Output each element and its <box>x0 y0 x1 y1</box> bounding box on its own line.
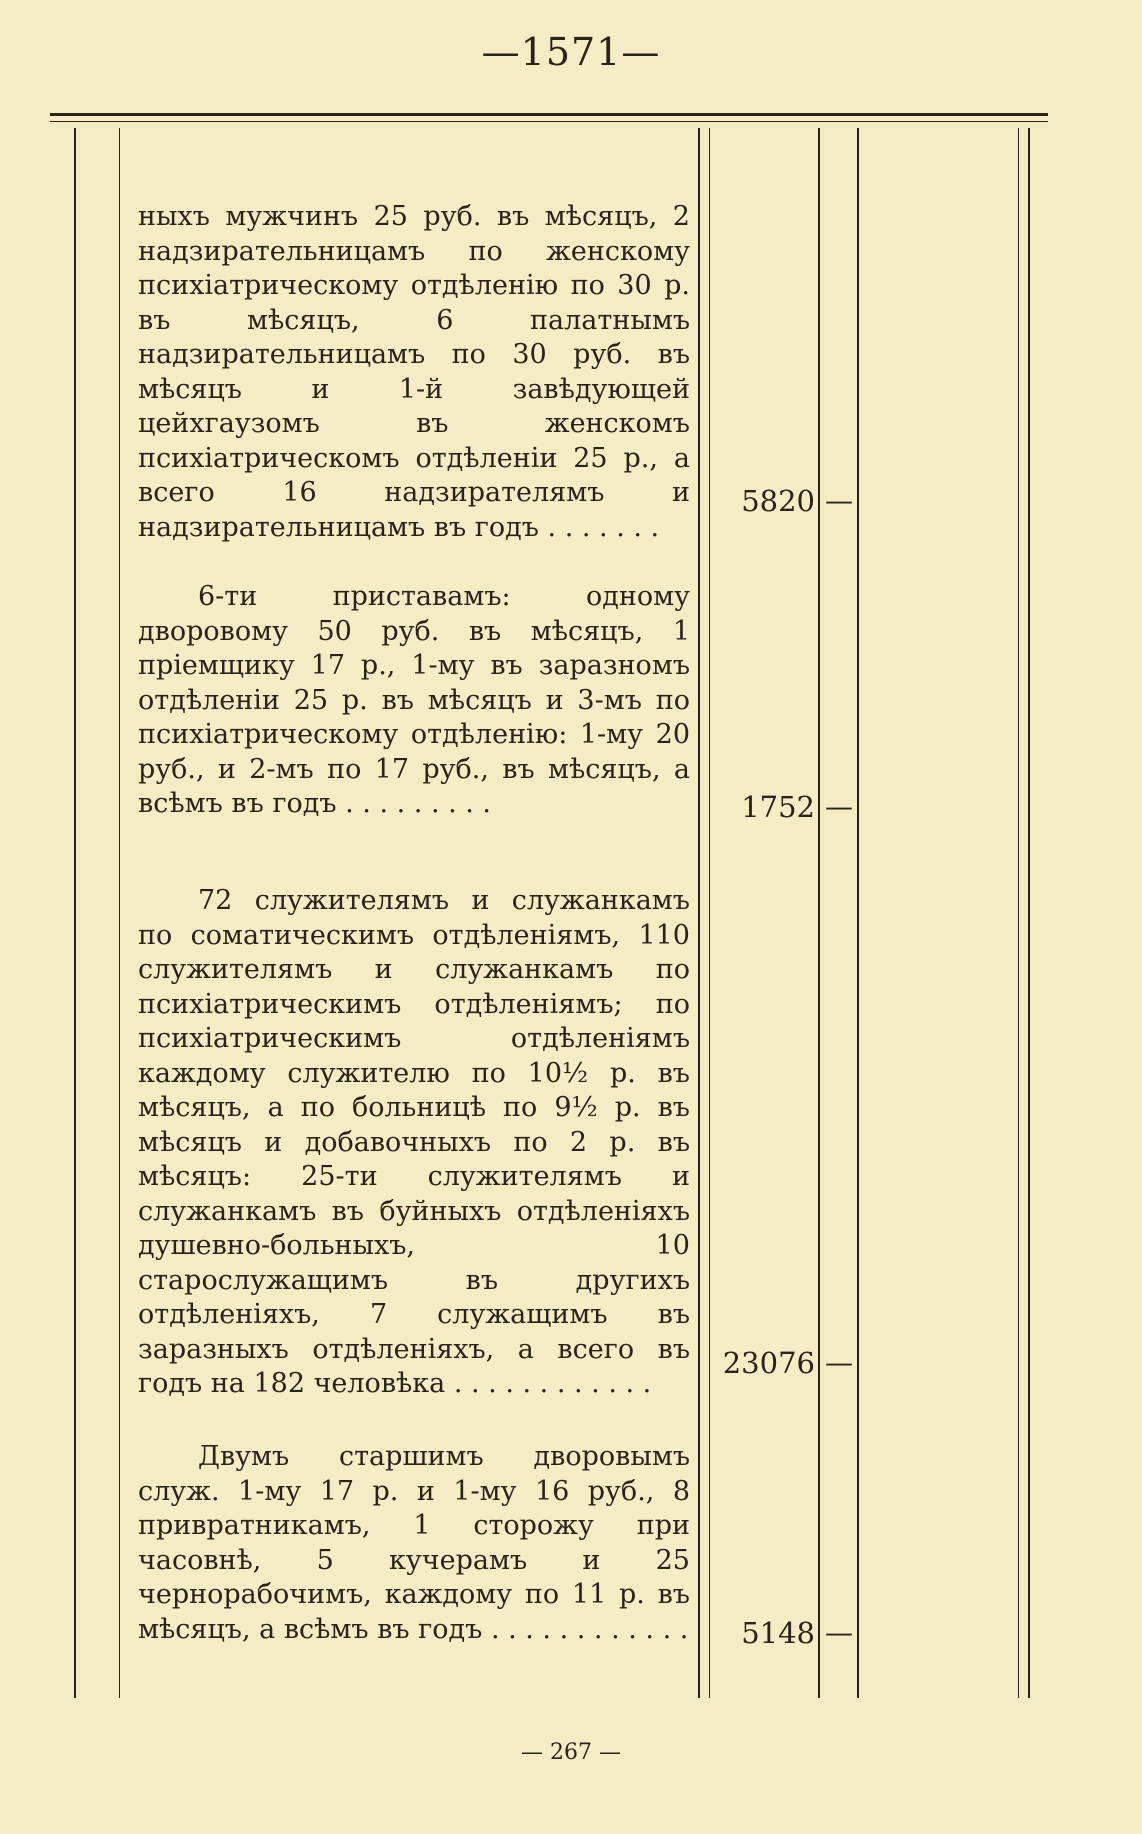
entry-yard-workers <box>138 1440 690 1647</box>
page-footer-folio: — 267 — <box>521 1740 621 1765</box>
entry-dash: — <box>825 484 853 517</box>
header-rule-thick <box>50 113 1048 116</box>
entry-dash: — <box>825 790 853 823</box>
column-rule-left-inner <box>119 128 120 1698</box>
column-rule-left-outer <box>74 128 76 1698</box>
header-rule-thin <box>50 121 1048 122</box>
entry-overseers <box>138 200 690 545</box>
entry-text: ныхъ мужчинъ 25 руб. въ мѣсяцъ, 2 надзирательницамъ по женскому психіатрическому отдѣленію по 30 р. въ мѣсяцъ, 6 палатнымъ надзирательницамъ по 30 руб. въ мѣсяцъ и 1-й завѣдующей цейхгаузомъ въ женскомъ психіатрическомъ отдѣленіи 25 р., а всего 16 надзирателямъ и надзирательницамъ въ годъ . . . . . . . <box>138 201 690 543</box>
entry-amount: 1752 <box>741 790 815 824</box>
column-rule-amount-right <box>818 128 820 1698</box>
entry-amount: 23076 <box>722 1346 815 1380</box>
entry-amount: 5820 <box>741 484 815 518</box>
entry-text-body: 6-ти приставамъ: одному дворовому 50 руб. въ мѣсяцъ, 1 пріемщику 17 р., 1-му въ заразномъ отдѣленіи 25 р. въ мѣсяцъ и 3-мъ по психіатрическому отдѣленію: 1-му 20 руб., и 2-мъ по 17 руб., въ мѣсяцъ, а всѣмъ въ годъ . . . . . . . . . <box>138 581 690 819</box>
entry-text <box>138 1440 690 1647</box>
column-rule-text-right <box>698 128 700 1698</box>
column-rule-right-inner <box>1018 128 1019 1698</box>
entry-dash: — <box>825 1346 853 1379</box>
column-rule-right-outer <box>1028 128 1030 1698</box>
entry-bailiffs <box>138 580 690 822</box>
column-rule-amount-left <box>709 128 710 1698</box>
entry-dash: — <box>825 1616 853 1649</box>
entry-text <box>138 580 690 822</box>
entry-amount: 5148 <box>741 1616 815 1650</box>
entry-text <box>138 884 690 1402</box>
entry-text-body: Двумъ старшимъ дворовымъ служ. 1-му 17 р. и 1-му 16 руб., 8 привратникамъ, 1 сторожу при часовнѣ, 5 кучерамъ и 25 чернорабочимъ, каждому по 11 р. въ мѣсяцъ, а всѣмъ въ годъ . . . . . . . . . . . . <box>138 1441 690 1645</box>
column-rule-kopek-right <box>857 128 859 1698</box>
entry-text-body: 72 служителямъ и служанкамъ по соматическимъ отдѣленіямъ, 110 служителямъ и служанкамъ по психіатрическимъ отдѣленіямъ; по психіатрическимъ отдѣленіямъ каждому служителю по 10½ р. въ мѣсяцъ, а по больницѣ по 9½ р. въ мѣсяцъ и добавочныхъ по 2 р. въ мѣсяцъ: 25-ти служителямъ и служанкамъ въ буйныхъ отдѣленіяхъ душевно-больныхъ, 10 старослужащимъ въ другихъ отдѣленіяхъ, 7 служащимъ въ заразныхъ отдѣленіяхъ, а всего въ годъ на 182 человѣка . . . . . . . . . . . . <box>138 885 690 1399</box>
entry-servants <box>138 884 690 1402</box>
page-header-number: —1571— <box>481 30 661 74</box>
